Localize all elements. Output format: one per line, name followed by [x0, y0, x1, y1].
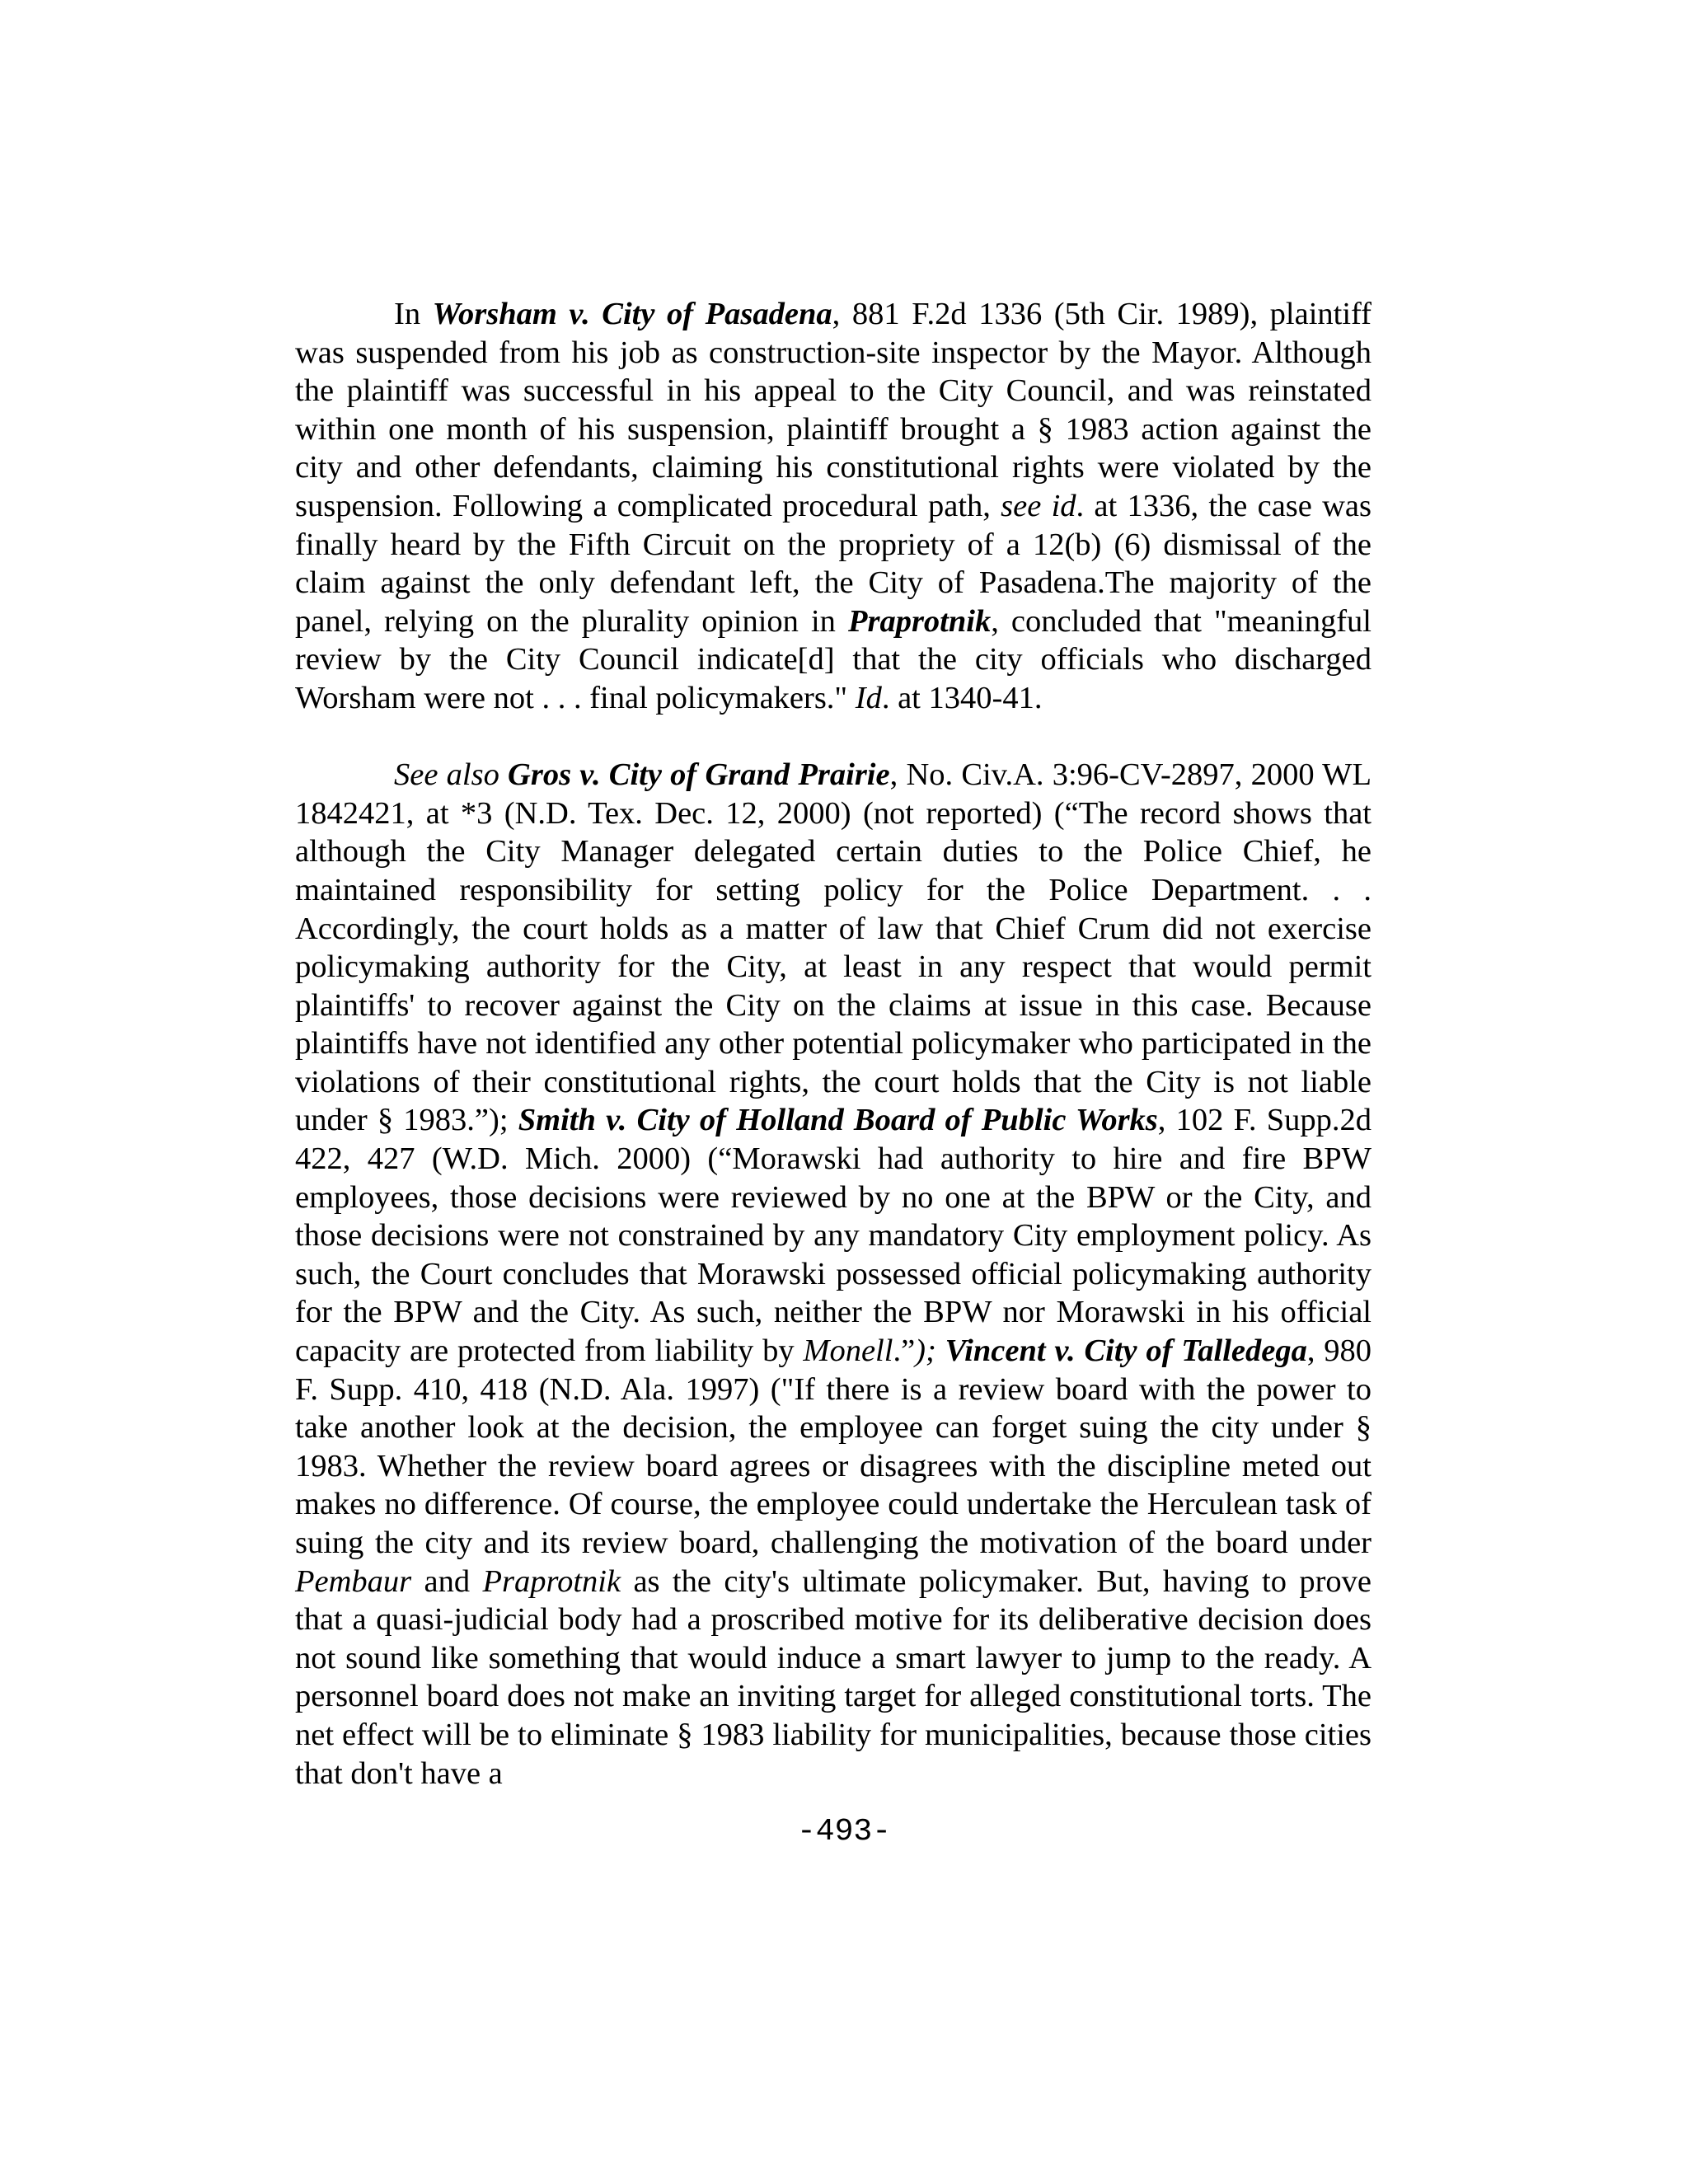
paragraph-worsham [295, 295, 1372, 718]
text-run: . at 1340-41. [881, 680, 1043, 715]
paragraph-see-also [295, 756, 1372, 1793]
text-run: In [394, 297, 433, 331]
signal-see-also: See also [394, 757, 499, 793]
text-run: , concluded that "meaningful review by the City Council indicate[d] that the city officials who discharged Worsham were not . . . final policymakers." [295, 603, 1372, 715]
text-run: .” [893, 1333, 916, 1369]
text-run: . at 1336, the case was finally heard by the Fifth Circuit on the propriety of a 12(b) (6) dismissal of the claim against the only defendant left, the City of Pasadena.The majority of the panel, relying on the plurality opinion in [295, 488, 1372, 639]
text-run: ); [915, 1333, 936, 1369]
signal-see-id: see id [1001, 488, 1076, 523]
case-name-smith: Smith v. City of Holland Board of Public Works [518, 1103, 1158, 1138]
case-name-gros: Gros v. City of Grand Prairie [508, 757, 890, 793]
text-run: , 980 F. Supp. 410, 418 (N.D. Ala. 1997) ("If there is a review board with the power to take another look at the decision, the employee can forget suing the city under § 1983. Whether the review board agrees or disagrees with the discipline meted out makes no difference. Of course, the employee could undertake the Herculean task of suing the city and its review board, challenging the motivation of the board under [295, 1333, 1372, 1560]
text-run: , 102 F. Supp.2d 422, 427 (W.D. Mich. 2000) (“Morawski had authority to hire and fire BPW employees, those decisions were reviewed by no one at the BPW or the City, and those decisions were not constrained by any mandatory City employment policy. As such, the Court concludes that Morawski possessed official policymaking authority for the BPW and the City. As such, neither the BPW nor Morawski in his official capacity are protected from liability by [295, 1103, 1372, 1369]
text-run: and [411, 1563, 483, 1599]
case-name-praprotnik-2: Praprotnik [482, 1563, 621, 1599]
case-name-worsham: Worsham v. City of Pasadena [432, 297, 832, 331]
text-run [499, 757, 508, 792]
text-run [936, 1333, 945, 1368]
signal-id: Id [855, 680, 882, 715]
case-name-monell: Monell [803, 1333, 893, 1369]
case-name-praprotnik: Praprotnik [847, 603, 992, 639]
case-name-vincent: Vincent v. City of Talledega [945, 1333, 1307, 1369]
body-text [295, 295, 1372, 1793]
text-run: as the city's ultimate policymaker. But, having to prove that a quasi-judicial body had a proscribed motive for its deliberative decision does not sound like something that would induce a smart lawyer to jump to the ready. A personnel board does not make an inviting target for alleged constitutional torts. The net effect will be to eliminate § 1983 liability for municipalities, because those cities that don't have a [295, 1563, 1372, 1791]
text-run: , 881 F.2d 1336 (5th Cir. 1989), plaintiff was suspended from his job as construction-site inspector by the Mayor. Although the plaintiff was successful in his appeal to the City Council, and was reinstated within one month of his suspension, plaintiff brought a § 1983 action against the city and other defendants, claiming his constitutional rights were violated by the suspension. Following a complicated procedural path, [295, 297, 1372, 523]
text-run: , No. Civ.A. 3:96-CV-2897, 2000 WL 1842421, at *3 (N.D. Tex. Dec. 12, 2000) (not reported) (“The record shows that although the City Manager delegated certain duties to the Police Chief, he maintained responsibility for setting policy for the Police Department. . . Accordingly, the court holds as a matter of law that Chief Crum did not exercise policymaking authority for the City, at least in any respect that would permit plaintiffs' to recover against the City on the claims at issue in this case. Because plaintiffs have not identified any other potential policymaker who participated in the violations of their constitutional rights, the court holds that the City is not liable under § 1983.”); [295, 757, 1372, 1138]
case-name-pembaur: Pembaur [295, 1563, 412, 1599]
page-number: -493- [796, 1814, 892, 1849]
